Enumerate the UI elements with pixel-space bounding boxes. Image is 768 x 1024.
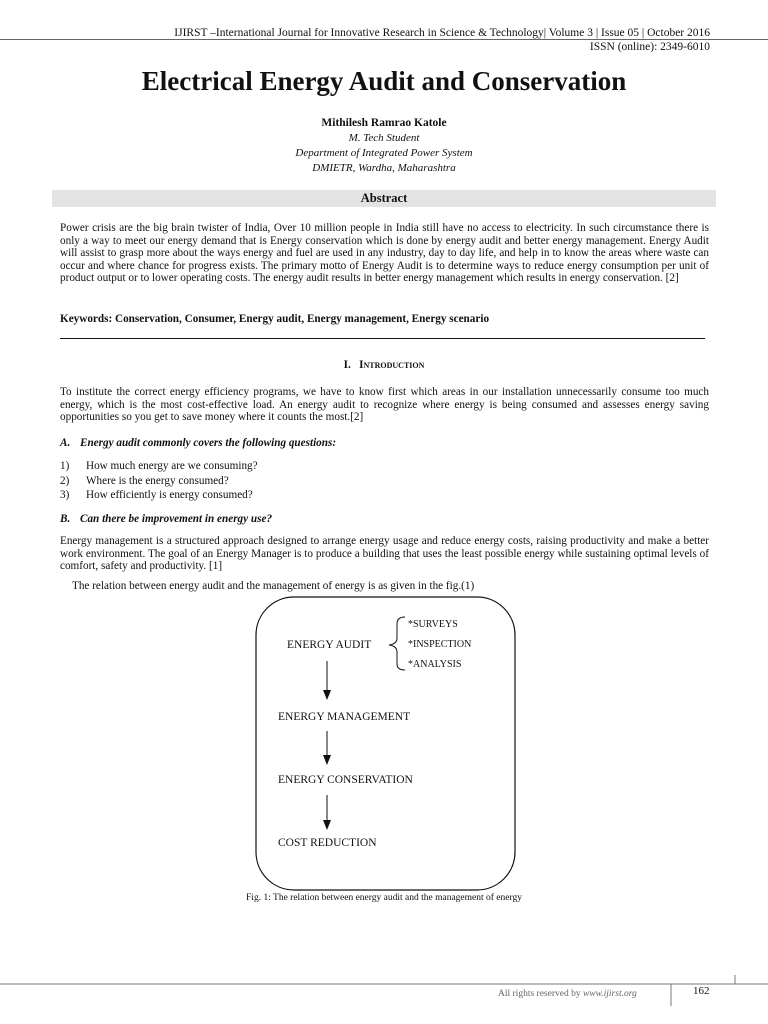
subsection-b-title: Can there be improvement in energy use?: [80, 513, 273, 525]
paper-title: Electrical Energy Audit and Conservation: [141, 66, 627, 96]
footer-rights: All rights reserved by www.ijirst.org: [498, 989, 637, 999]
energy-management-paragraph: Energy management is a structured approach designed to arrange energy usage and reduce energy costs, raising productivity and make a better work environment. The goal of an Energy Manager is to produce a building that uses the least possible energy while sustaining optimal levels of comfort, safety and productivity. [1]: [60, 535, 709, 573]
branch-inspection: *INSPECTION: [408, 639, 472, 650]
list-item: 1) How much energy are we consuming?: [60, 460, 258, 472]
node-cost-reduction: COST REDUCTION: [278, 837, 377, 849]
list-item: 3) How efficiently is energy consumed?: [60, 489, 253, 501]
author-department: Department of Integrated Power System: [295, 147, 473, 159]
keywords: Keywords: Conservation, Consumer, Energy audit, Energy management, Energy scenario: [60, 313, 490, 325]
section-title: Introduction: [359, 359, 425, 371]
subsection-a-title: Energy audit commonly covers the following questions:: [80, 437, 337, 449]
arrow-down-2: [323, 731, 331, 765]
abstract-heading: Abstract: [52, 190, 716, 207]
subsection-b-letter: B.: [60, 513, 71, 525]
abstract-text: Power crisis are the big brain twister of India, Over 10 million people in India still have no access to electricity. In such circumstance there is only a way to meet our energy demand that is Energy conservation which is done by energy audit and better energy management. Energy Audit will assist to grasp more about the ways energy and fuel are used in any industry, day to day life, and help in to know the areas where waste can occur and where chance for progress exists. The primary motto of Energy Audit is to determine ways to reduce energy consumption per unit of product output or to lower operating costs. The energy audit results in better energy management which results in energy conservation. [2]: [60, 222, 709, 285]
author-institute: DMIETR, Wardha, Maharashtra: [312, 162, 456, 174]
branch-analysis: *ANALYSIS: [408, 659, 462, 670]
issn: ISSN (online): 2349-6010: [589, 41, 710, 53]
page-number: 162: [693, 985, 710, 997]
branch-surveys: *SURVEYS: [408, 619, 458, 630]
figure-caption: Fig. 1: The relation between energy audit and the management of energy: [246, 893, 522, 903]
footer-rule: [0, 975, 768, 1015]
subsection-a-letter: A.: [60, 437, 71, 449]
node-energy-conservation: ENERGY CONSERVATION: [278, 774, 413, 786]
footer-site-link[interactable]: www.ijirst.org: [582, 989, 637, 999]
figure-reference-paragraph: The relation between energy audit and the management of energy is as given in the fig.(1): [72, 580, 475, 592]
brace: [389, 617, 405, 670]
intro-paragraph: To institute the correct energy efficiency programs, we have to know first which areas in our installation unnecessarily consume too much energy, which is the most cost-effective load. An energy audit to recognize where energy is being consumed and assesses energy saving opportunities so you get to save money where it counts the most.[2]: [60, 386, 709, 424]
section-number: I.: [343, 359, 351, 371]
node-energy-management: ENERGY MANAGEMENT: [278, 711, 411, 723]
node-energy-audit: ENERGY AUDIT: [287, 639, 372, 651]
journal-name: IJIRST –International Journal for Innovative Research in Science & Technology| Volume 3 | Issue 05 | October 2016: [174, 27, 710, 39]
list-item: 2) Where is the energy consumed?: [60, 475, 229, 487]
author-role: M. Tech Student: [348, 132, 420, 144]
arrow-down-3: [323, 795, 331, 830]
arrow-down-1: [323, 661, 331, 700]
author-name: Mithilesh Ramrao Katole: [321, 117, 447, 129]
